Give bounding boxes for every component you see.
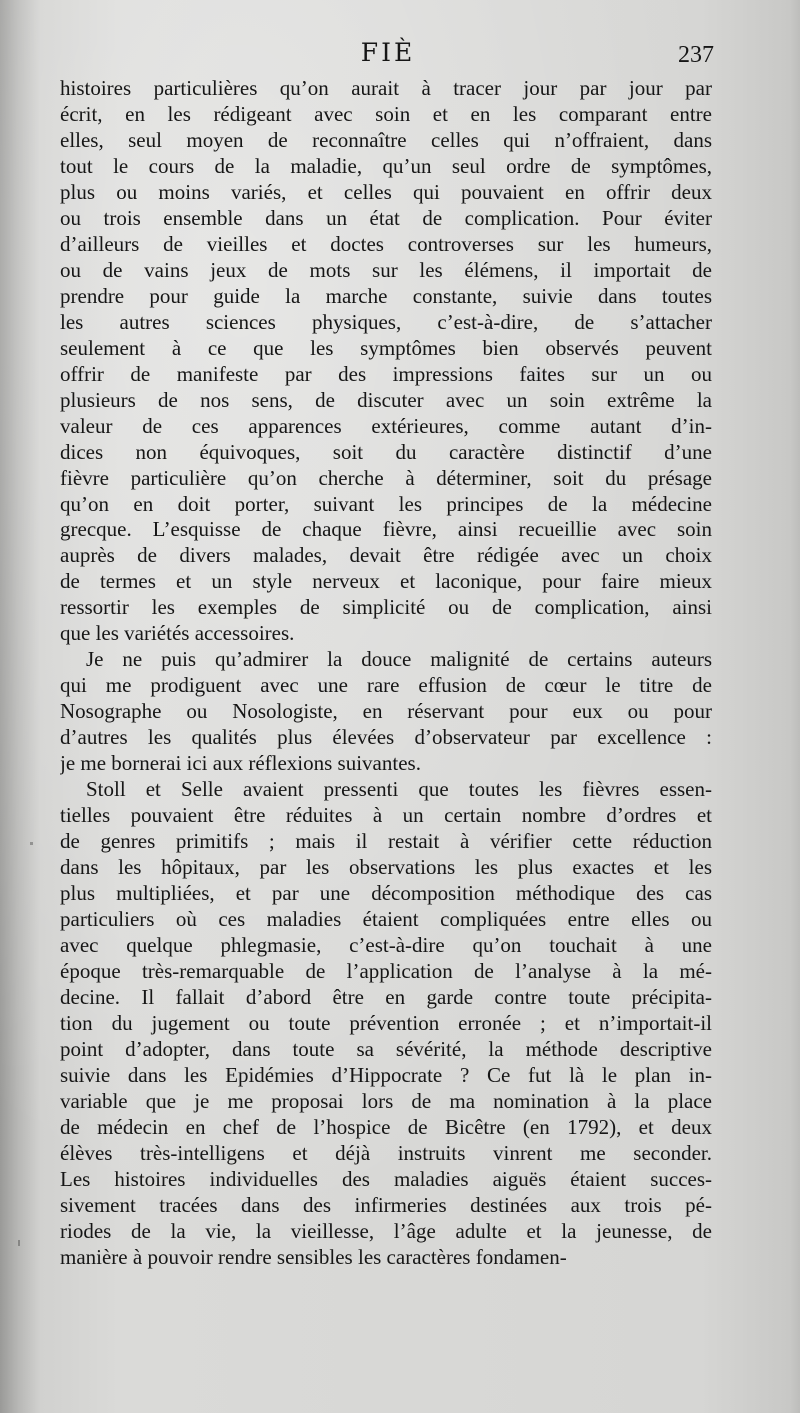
- text-line: particuliers où ces maladies étaient compliquées entre elles ou: [60, 907, 712, 931]
- text-line: suivie dans les Epidémies d’Hippocrate ? Ce fut là le plan in-: [60, 1062, 712, 1087]
- text-line: ou de vains jeux de mots sur les élémens, il importait de: [60, 257, 712, 282]
- page-number: 237: [678, 42, 714, 68]
- text-line: plusieurs de nos sens, de discuter avec un soin extrême la: [60, 387, 712, 412]
- text-line: ressortir les exemples de simplicité ou de complication, ainsi: [60, 595, 712, 620]
- page-header: [62, 38, 714, 70]
- text-line: variable que je me proposai lors de ma nomination à la place: [60, 1088, 712, 1113]
- text-line: auprès de divers malades, devait être rédigée avec un choix: [60, 543, 712, 568]
- text-line: de genres primitifs ; mais il restait à vérifier cette réduction: [60, 829, 712, 854]
- scan-speck: [18, 1240, 20, 1246]
- text-line: Stoll et Selle avaient pressenti que toutes les fièvres essen-: [86, 777, 712, 802]
- text-line: tion du jugement ou toute prévention erronée ; et n’importait-il: [60, 1010, 712, 1035]
- text-line: fièvre particulière qu’on cherche à déterminer, soit du présage: [60, 465, 712, 490]
- text-line: Les histoires individuelles des maladies aiguës étaient succes-: [60, 1166, 712, 1191]
- text-line: decine. Il fallait d’abord être en garde contre toute précipita-: [60, 984, 712, 1009]
- text-line: Je ne puis qu’admirer la douce malignité de certains auteurs: [86, 647, 712, 672]
- text-line: tout le cours de la maladie, qu’un seul ordre de symptômes,: [60, 153, 712, 178]
- text-line: riodes de la vie, la vieillesse, l’âge adulte et la jeunesse, de: [60, 1218, 712, 1243]
- text-line: d’autres les qualités plus élevées d’observateur par excellence :: [60, 725, 712, 750]
- running-head: FIÈ: [360, 38, 416, 67]
- text-line: que les variétés accessoires.: [60, 621, 295, 646]
- scan-speck: [30, 842, 33, 845]
- text-line: dans les hôpitaux, par les observations les plus exactes et les: [60, 855, 712, 880]
- text-line: époque très-remarquable de l’application de l’analyse à la mé-: [60, 958, 712, 983]
- text-line: prendre pour guide la marche constante, suivie dans toutes: [60, 283, 712, 308]
- text-line: elles, seul moyen de reconnaître celles qui n’offraient, dans: [60, 127, 712, 152]
- text-line: plus ou moins variés, et celles qui pouvaient en offrir deux: [60, 179, 712, 204]
- text-line: de termes et un style nerveux et laconique, pour faire mieux: [60, 569, 712, 594]
- text-line: de médecin en chef de l’hospice de Bicêtre (en 1792), et deux: [60, 1114, 712, 1139]
- text-line: sivement tracées dans des infirmeries destinées aux trois pé-: [60, 1192, 712, 1217]
- text-line: dices non équivoques, soit du caractère distinctif d’une: [60, 439, 712, 464]
- text-line: avec quelque phlegmasie, c’est-à-dire qu’on touchait à une: [60, 932, 712, 957]
- text-line: histoires particulières qu’on aurait à tracer jour par jour par: [60, 76, 712, 100]
- text-line: plus multipliées, et par une décomposition méthodique des cas: [60, 881, 712, 906]
- text-line: grecque. L’esquisse de chaque fièvre, ainsi recueillie avec soin: [60, 517, 712, 542]
- text-line: qui me prodiguent avec une rare effusion de cœur le titre de: [60, 673, 712, 698]
- text-line: ou trois ensemble dans un état de complication. Pour éviter: [60, 205, 712, 230]
- body-text: [60, 76, 712, 1271]
- text-line: offrir de manifeste par des impressions faites sur un ou: [60, 361, 712, 386]
- text-line: tielles pouvaient être réduites à un certain nombre d’ordres et: [60, 803, 712, 828]
- text-line: écrit, en les rédigeant avec soin et en les comparant entre: [60, 101, 712, 126]
- text-line: Nosographe ou Nosologiste, en réservant pour eux ou pour: [60, 699, 712, 724]
- text-line: qu’on en doit porter, suivant les principes de la médecine: [60, 491, 712, 516]
- text-line: les autres sciences physiques, c’est-à-dire, de s’attacher: [60, 309, 712, 334]
- text-line: seulement à ce que les symptômes bien observés peuvent: [60, 335, 712, 360]
- text-line: élèves très-intelligens et déjà instruits vinrent me seconder.: [60, 1140, 712, 1165]
- text-line: point d’adopter, dans toute sa sévérité, la méthode descriptive: [60, 1036, 712, 1061]
- text-line: je me bornerai ici aux réflexions suivantes.: [60, 751, 421, 776]
- text-line: manière à pouvoir rendre sensibles les caractères fondamen-: [60, 1244, 567, 1269]
- text-line: valeur de ces apparences extérieures, comme autant d’in-: [60, 413, 712, 438]
- text-line: d’ailleurs de vieilles et doctes controverses sur les humeurs,: [60, 231, 712, 256]
